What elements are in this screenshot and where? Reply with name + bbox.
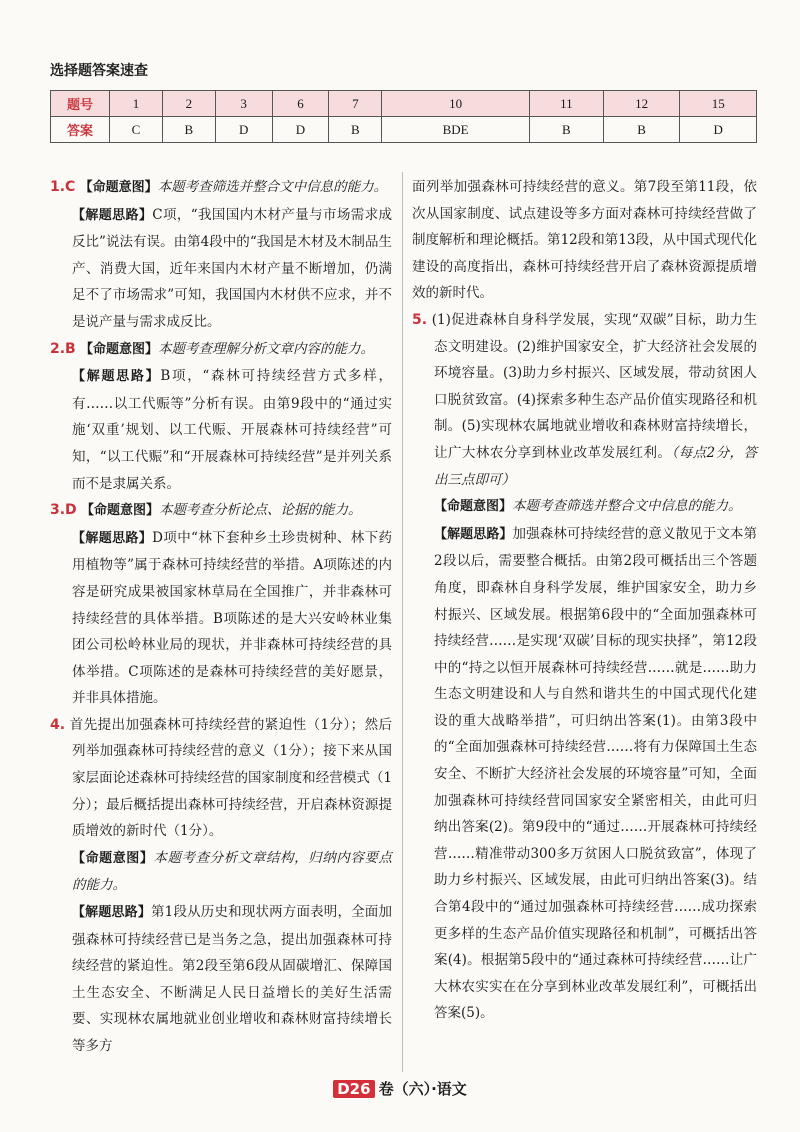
q5-intent (412, 493, 757, 521)
think-tag: 【解题思路】 (434, 526, 513, 542)
table-cell: B (603, 117, 680, 143)
table-cell: 10 (382, 91, 530, 117)
table-cell: 2 (162, 91, 215, 117)
think-tag: 【解题思路】 (72, 207, 153, 223)
intent-tag: 【命题意图】 (80, 341, 159, 357)
intent-text: 本题考查理解分析文章内容的能力。 (158, 340, 375, 357)
intent-tag: 【命题意图】 (434, 499, 513, 515)
q1-think (50, 202, 392, 336)
think-tag: 【解题思路】 (72, 905, 152, 921)
page-footer (0, 1078, 800, 1099)
table-cell: B (329, 117, 382, 143)
q4-think (50, 899, 392, 1060)
answer-text: (1)促进森林自身科学发展，实现“双碳”目标，助力生态文明建设。(2)维护国家安全，扩大经济社会发展的环境容量。(3)助力乡村振兴、区域发展，带动贫困人口脱贫致富。(4)探索多种生态产品价值实现路径和机制。(5)实现林农属地就业增收和森林财富持续增长，让广大林农分享到林业改革发展红利。 (431, 311, 757, 461)
q4-number: 4. (50, 716, 66, 733)
footer-title: 卷（六）·语文 (378, 1080, 467, 1098)
table-cell: 6 (272, 91, 329, 117)
q2-think (50, 363, 392, 497)
intent-tag: 【命题意图】 (79, 180, 158, 195)
table-cell: 1 (110, 91, 163, 117)
table-cell: B (529, 117, 603, 143)
intent-tag: 【命题意图】 (72, 850, 154, 866)
intent-tag: 【命题意图】 (80, 503, 159, 519)
table-cell: 11 (529, 91, 603, 117)
intent-text: 本题考查筛选并整合文中信息的能力。 (512, 498, 742, 515)
think-text: 第1段从历史和现状两方面表明，全面加强森林可持续经营已是当务之急，提出加强森林可持续经营的紧迫性。第2段至第6段从固碳增汇、保障国土生态安全、不断满足人民日益增长的美好生活需要、实现林农属地就业创业增收和森林财富持续增长等多方 (72, 904, 392, 1054)
q4-intent (50, 845, 392, 899)
q1-intent (50, 174, 392, 202)
column-divider (402, 172, 403, 1072)
think-text: C项，“我国国内木材产量与市场需求成反比”说法有误。由第4段中的“我国是木材及木制品生产、消费大国，近年来国内木材产量不断增加，仍满足不了市场需求”可知，我国国内木材供不应求，并不是说产量与需求成反比。 (72, 206, 392, 330)
think-tag: 【解题思路】 (72, 530, 153, 546)
q2-intent (50, 336, 392, 364)
header-label: 题号 (51, 91, 110, 117)
table-cell: D (680, 117, 757, 143)
table-cell: 3 (215, 91, 272, 117)
intent-text: 本题考查筛选并整合文中信息的能力。 (157, 179, 388, 195)
think-text: B项，“森林可持续经营方式多样，有……以工代赈等”分析有误。由第9段中的“通过实施‘双重’规划、以工代赈、开展森林可持续经营”可知，“以工代赈”和“开展森林可持续经营”是并列关系而不是隶属关系。 (72, 368, 392, 492)
answer-text: 首先提出加强森林可持续经营的紧迫性（1分）；然后列举加强森林可持续经营的意义（1分）；接下来从国家层面论述森林可持续经营的国家制度和经营模式（1分）；最后概括提出森林可持续经营，开启森林资源提质增效的新时代（1分）。 (69, 716, 393, 840)
think-text: D项中“林下套种乡土珍贵树种、林下药用植物等”属于森林可持续经营的举措。A项陈述的内容是研究成果被国家林草局在全国推广，并非森林可持续经营的具体举措。B项陈述的是大兴安岭林业集团公司松岭林业局的现状，并非森林可持续经营的具体举措。C项陈述的是森林可持续经营的美好愿景，并非具体措施。 (72, 529, 392, 707)
q2-number: 2.B (50, 340, 76, 357)
q5-think (412, 521, 757, 1027)
section-title: 选择题答案速查 (50, 63, 148, 79)
table-cell: C (110, 117, 163, 143)
table-cell: 12 (603, 91, 680, 117)
q4-think-continued: 面列举加强森林可持续经营的意义。第7段至第11段，依次从国家制度、试点建设等多方面对森林可持续经营做了制度解析和理论概括。第12段和第13段，从中国式现代化建设的高度指出，森林可持续经营开启了森林资源提质增效的新时代。 (412, 179, 757, 302)
page-number: D26 (333, 1080, 374, 1098)
left-column (50, 174, 392, 1060)
think-tag: 【解题思路】 (72, 369, 161, 385)
score-note: （每点2分，答出三点即可） (434, 444, 758, 488)
intent-text: 本题考查分析文章结构，归纳内容要点的能力。 (72, 849, 392, 894)
intent-text: 本题考查分析论点、论据的能力。 (159, 502, 362, 519)
q5-number: 5. (412, 311, 428, 328)
q1-number: 1.C (50, 179, 76, 195)
q5-answer (412, 307, 757, 493)
right-column (412, 174, 757, 1027)
answer-label: 答案 (51, 117, 110, 143)
q4-answer (50, 712, 392, 845)
table-cell: BDE (382, 117, 530, 143)
table-cell: D (215, 117, 272, 143)
q3-intent (50, 497, 392, 525)
q3-think (50, 525, 392, 712)
table-row (51, 117, 757, 143)
think-text: 加强森林可持续经营的意义散见于文本第2段以后，需要整合概括。由第2段可概括出三个答题角度，即森林自身科学发展，维护国家安全，助力乡村振兴、区域发展。根据第6段中的“全面加强森林可持续经营……是实现‘双碳’目标的现实抉择”，第12段中的“持之以恒开展森林可持续经营……就是……助力生态文明建设和人与自然和谐共生的中国式现代化建设的重大战略举措”，可归纳出答案(1)。由第3段中的“全面加强森林可持续经营……将有力保障国土生态安全、不断扩大经济社会发展的环境容量”可知，全面加强森林可持续经营同国家安全紧密相关，由此可归纳出答案(2)。第9段中的“通过……开展森林可持续经营……精准带动300多万贫困人口脱贫致富”，体现了助力乡村振兴、区域发展，由此可归纳出答案(3)。结合第4段中的“通过加强森林可持续经营……成功探索更多样的生态产品价值实现路径和机制”，可概括出答案(4)。根据第5段中的“通过森林可持续经营……让广大林农实实在在分享到林业改革发展红利”，可概括出答案(5)。 (434, 525, 757, 1022)
table-row (51, 91, 757, 117)
table-cell: 15 (680, 91, 757, 117)
answer-table (50, 90, 757, 143)
table-cell: B (162, 117, 215, 143)
table-cell: 7 (329, 91, 382, 117)
table-cell: D (272, 117, 329, 143)
q3-number: 3.D (50, 502, 77, 519)
